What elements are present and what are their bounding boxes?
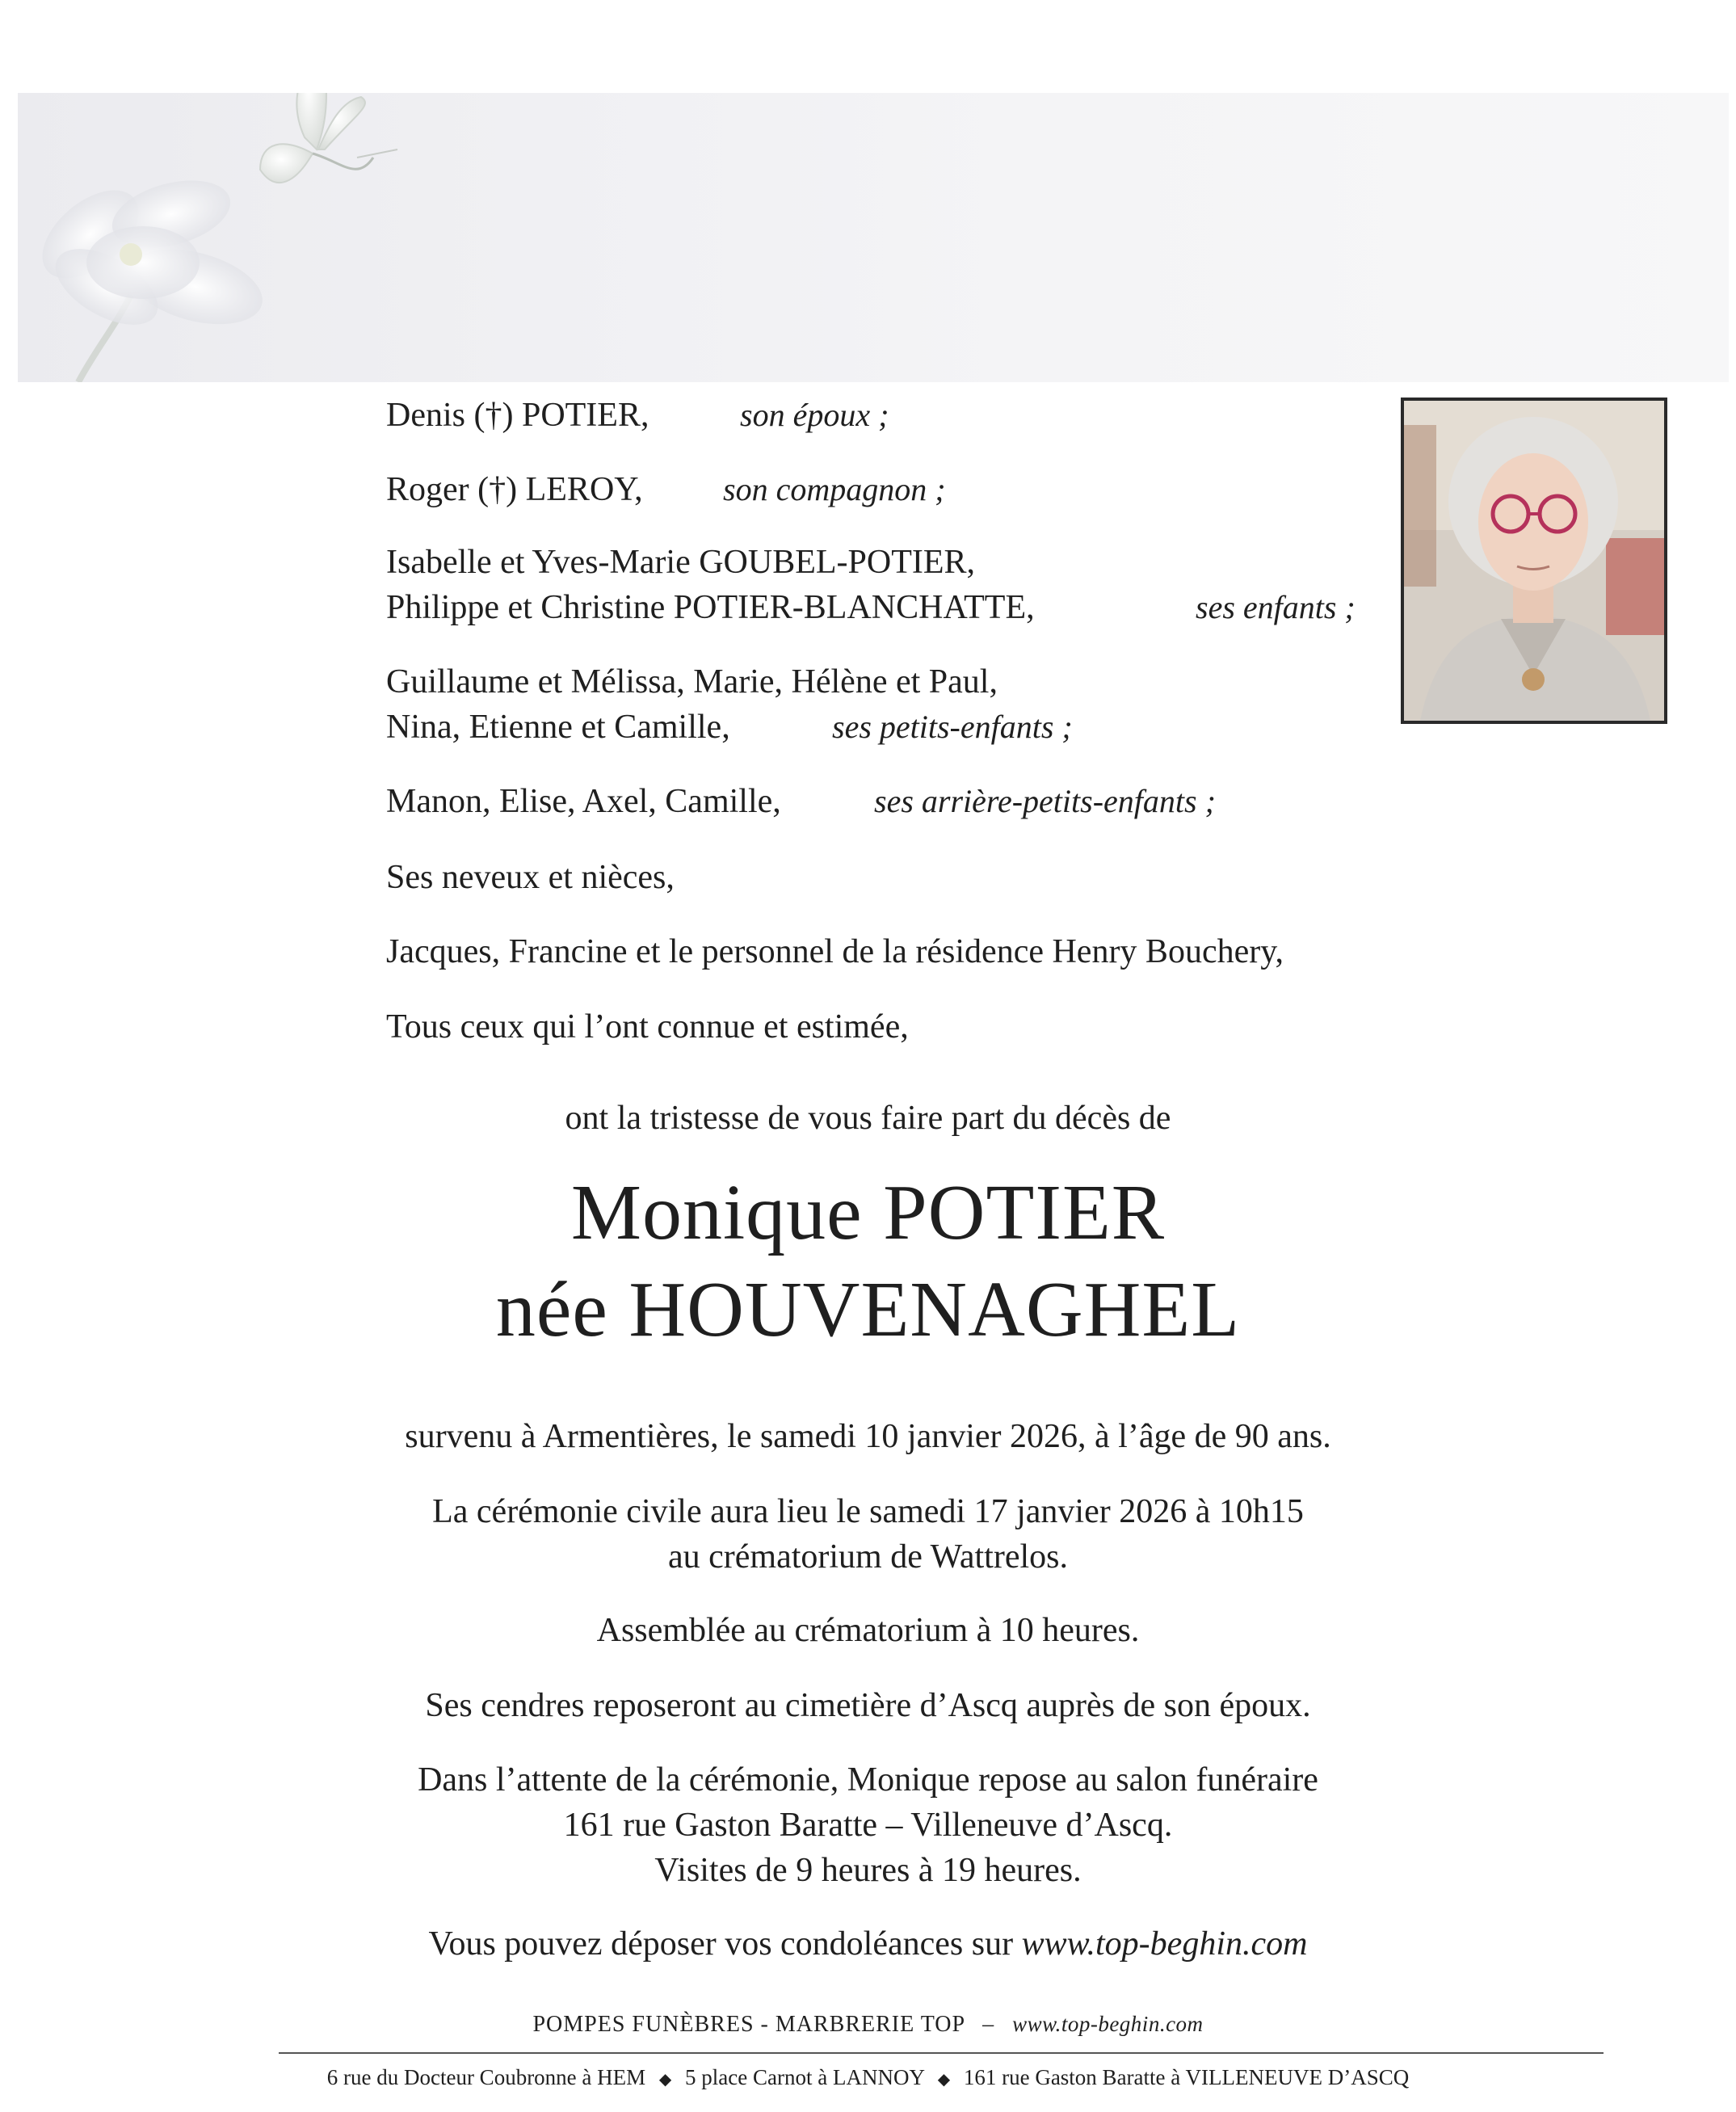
ceremony-line-1: La cérémonie civile aura lieu le samedi 17 janvier 2026 à 10h15 (432, 1493, 1304, 1530)
ceremony-line-2: au crématorium de Wattrelos. (668, 1538, 1068, 1576)
footer-divider (279, 2052, 1604, 2054)
footer-address: 5 place Carnot à LANNOY (685, 2065, 924, 2089)
family-line: Isabelle et Yves-Marie GOUBEL-POTIER, (386, 544, 976, 581)
portrait-image (1404, 401, 1664, 721)
rest-line-1: Dans l’attente de la cérémonie, Monique repose au salon funéraire (418, 1761, 1318, 1799)
family-relation: son époux ; (740, 397, 889, 433)
family-line: Nina, Etienne et Camille, (386, 709, 730, 746)
family-relation: ses enfants ; (1196, 589, 1356, 625)
family-line: Ses neveux et nièces, (386, 859, 675, 896)
assembly-text: Assemblée au crématorium à 10 heures. (596, 1612, 1140, 1649)
footer-addresses (0, 2065, 1736, 2090)
death-details: survenu à Armentières, le samedi 10 janvier 2026, à l’âge de 90 ans. (405, 1418, 1331, 1455)
family-line: Tous ceux qui l’ont connue et estimée, (386, 1008, 909, 1045)
deceased-maiden-name: née HOUVENAGHEL (495, 1266, 1241, 1353)
family-line: Philippe et Christine POTIER-BLANCHATTE, (386, 589, 1035, 626)
family-line: Roger (†) LEROY, (386, 471, 643, 508)
diamond-separator-icon: ◆ (658, 2071, 672, 2089)
family-relation: son compagnon ; (723, 471, 946, 507)
diamond-separator-icon: ◆ (937, 2071, 951, 2089)
family-line: Manon, Elise, Axel, Camille, (386, 783, 781, 820)
condolences-link[interactable]: www.top-beghin.com (1021, 1925, 1308, 1963)
family-relation: ses arrière-petits-enfants ; (874, 783, 1216, 819)
family-line: Guillaume et Mélissa, Marie, Hélène et Paul, (386, 663, 998, 700)
family-line: Denis (†) POTIER, (386, 397, 649, 434)
footer-address: 6 rue du Docteur Coubronne à HEM (326, 2065, 646, 2089)
footer-address: 161 rue Gaston Baratte à VILLENEUVE D’ASCQ (963, 2065, 1410, 2089)
family-relation: ses petits-enfants ; (832, 709, 1073, 745)
footer-dash: – (982, 2012, 995, 2037)
flower-butterfly-illustration (18, 93, 1729, 382)
visits-text: Visites de 9 heures à 19 heures. (654, 1852, 1082, 1889)
portrait-photo (1401, 398, 1667, 724)
footer-company-line (0, 2012, 1736, 2038)
footer-company: POMPES FUNÈBRES - MARBRERIE TOP (532, 2012, 965, 2037)
announcement-text: ont la tristesse de vous faire part du décès de (565, 1100, 1171, 1137)
butterfly-icon (260, 93, 397, 183)
family-line: Jacques, Francine et le personnel de la résidence Henry Bouchery, (386, 933, 1284, 970)
condolences-text: Vous pouvez déposer vos condoléances sur (428, 1925, 1014, 1963)
header-banner (18, 93, 1729, 382)
rest-line-2: 161 rue Gaston Baratte – Villeneuve d’Ascq. (563, 1807, 1173, 1844)
ashes-text: Ses cendres reposeront au cimetière d’Ascq auprès de son époux. (425, 1687, 1311, 1724)
flower-icon (27, 169, 271, 340)
deceased-name: Monique POTIER (570, 1169, 1166, 1256)
footer-website-link[interactable]: www.top-beghin.com (1012, 2012, 1204, 2036)
condolences-line (0, 1921, 1736, 1967)
